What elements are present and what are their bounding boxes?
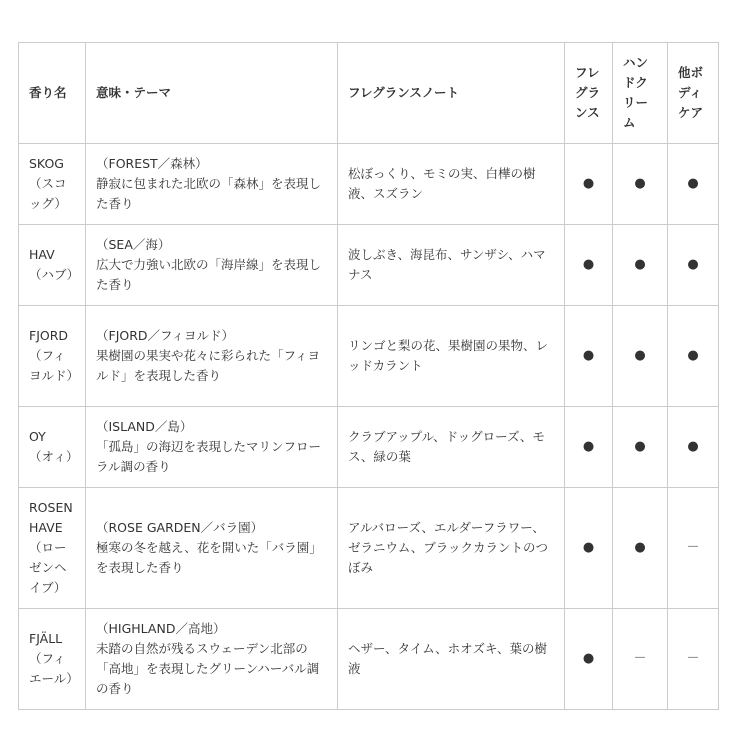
table-row xyxy=(19,144,719,225)
notes-cell: 波しぶき、海昆布、サンザシ、ハマナス xyxy=(338,225,565,306)
notes-cell: 松ぼっくり、モミの実、白樺の樹液、スズラン xyxy=(338,144,565,225)
theme-desc: 「孤島」の海辺を表現したマリンフローラル調の香り xyxy=(96,439,322,474)
notes-cell: アルバローズ、エルダーフラワー、ゼラニウム、ブラックカラントのつぼみ xyxy=(338,488,565,609)
theme-title: （ISLAND／島） xyxy=(96,419,193,434)
theme-desc: 未踏の自然が残るスウェーデン北部の「高地」を表現したグリーンハーバル調の香り xyxy=(96,641,320,696)
name-cell xyxy=(19,488,86,609)
name-jp: （フィエール） xyxy=(29,651,79,686)
name-en: FJÄLL xyxy=(29,631,63,646)
fragrance-mark: ● xyxy=(565,306,613,407)
header-notes: フレグランスノート xyxy=(338,43,565,144)
fragrance-mark: ● xyxy=(565,488,613,609)
fragrance-mark: ● xyxy=(565,609,613,710)
theme-cell xyxy=(86,609,338,710)
table-row xyxy=(19,225,719,306)
name-cell xyxy=(19,144,86,225)
theme-title: （ROSE GARDEN／バラ園） xyxy=(96,520,264,535)
theme-cell xyxy=(86,488,338,609)
name-en: HAV xyxy=(29,247,55,262)
name-en: SKOG xyxy=(29,156,64,171)
handcream-mark: ● xyxy=(613,306,668,407)
theme-desc: 果樹園の果実や花々に彩られた「フィヨルド」を表現した香り xyxy=(96,348,321,383)
table-row xyxy=(19,488,719,609)
table-row xyxy=(19,306,719,407)
bodycare-mark: ● xyxy=(668,306,719,407)
name-jp: （スコッグ） xyxy=(29,176,67,211)
notes-cell: クラブアップル、ドッグローズ、モス、緑の葉 xyxy=(338,407,565,488)
table-row xyxy=(19,407,719,488)
bodycare-mark: ● xyxy=(668,225,719,306)
handcream-mark: ● xyxy=(613,488,668,609)
name-en: ROSEN HAVE xyxy=(29,500,73,535)
theme-cell xyxy=(86,144,338,225)
theme-desc: 極寒の冬を越え、花を開いた「バラ園」を表現した香り xyxy=(96,540,322,575)
handcream-mark: ● xyxy=(613,407,668,488)
handcream-mark: ● xyxy=(613,144,668,225)
fragrance-table xyxy=(18,42,719,710)
bodycare-mark: ● xyxy=(668,144,719,225)
name-jp: （オィ） xyxy=(29,449,79,464)
handcream-mark: － xyxy=(613,609,668,710)
header-name: 香り名 xyxy=(19,43,86,144)
handcream-mark: ● xyxy=(613,225,668,306)
bodycare-mark: ● xyxy=(668,407,719,488)
theme-title: （HIGHLAND／高地） xyxy=(96,621,226,636)
fragrance-table-container xyxy=(18,42,719,710)
bodycare-mark: － xyxy=(668,609,719,710)
theme-title: （FJORD／フィヨルド） xyxy=(96,328,235,343)
theme-title: （FOREST／森林） xyxy=(96,156,208,171)
name-jp: （ハブ） xyxy=(29,267,80,282)
name-cell xyxy=(19,609,86,710)
header-fragrance: フレグランス xyxy=(565,43,613,144)
name-cell xyxy=(19,225,86,306)
theme-cell xyxy=(86,306,338,407)
table-header-row xyxy=(19,43,719,144)
table-row xyxy=(19,609,719,710)
name-jp: （ローゼンヘイブ） xyxy=(29,540,67,595)
name-en: FJORD xyxy=(29,328,69,343)
notes-cell: リンゴと梨の花、果樹園の果物、レッドカラント xyxy=(338,306,565,407)
header-bodycare: 他ボディケア xyxy=(668,43,719,144)
theme-cell xyxy=(86,225,338,306)
fragrance-mark: ● xyxy=(565,407,613,488)
theme-desc: 静寂に包まれた北欧の「森林」を表現した香り xyxy=(96,176,322,211)
header-theme: 意味・テーマ xyxy=(86,43,338,144)
theme-desc: 広大で力強い北欧の「海岸線」を表現した香り xyxy=(96,257,322,292)
name-cell xyxy=(19,407,86,488)
fragrance-mark: ● xyxy=(565,225,613,306)
name-en: OY xyxy=(29,429,46,444)
theme-cell xyxy=(86,407,338,488)
fragrance-mark: ● xyxy=(565,144,613,225)
header-handcream: ハンドクリーム xyxy=(613,43,668,144)
name-cell xyxy=(19,306,86,407)
bodycare-mark: － xyxy=(668,488,719,609)
name-jp: （フィヨルド） xyxy=(29,348,80,383)
notes-cell: ヘザー、タイム、ホオズキ、葉の樹液 xyxy=(338,609,565,710)
theme-title: （SEA／海） xyxy=(96,237,171,252)
